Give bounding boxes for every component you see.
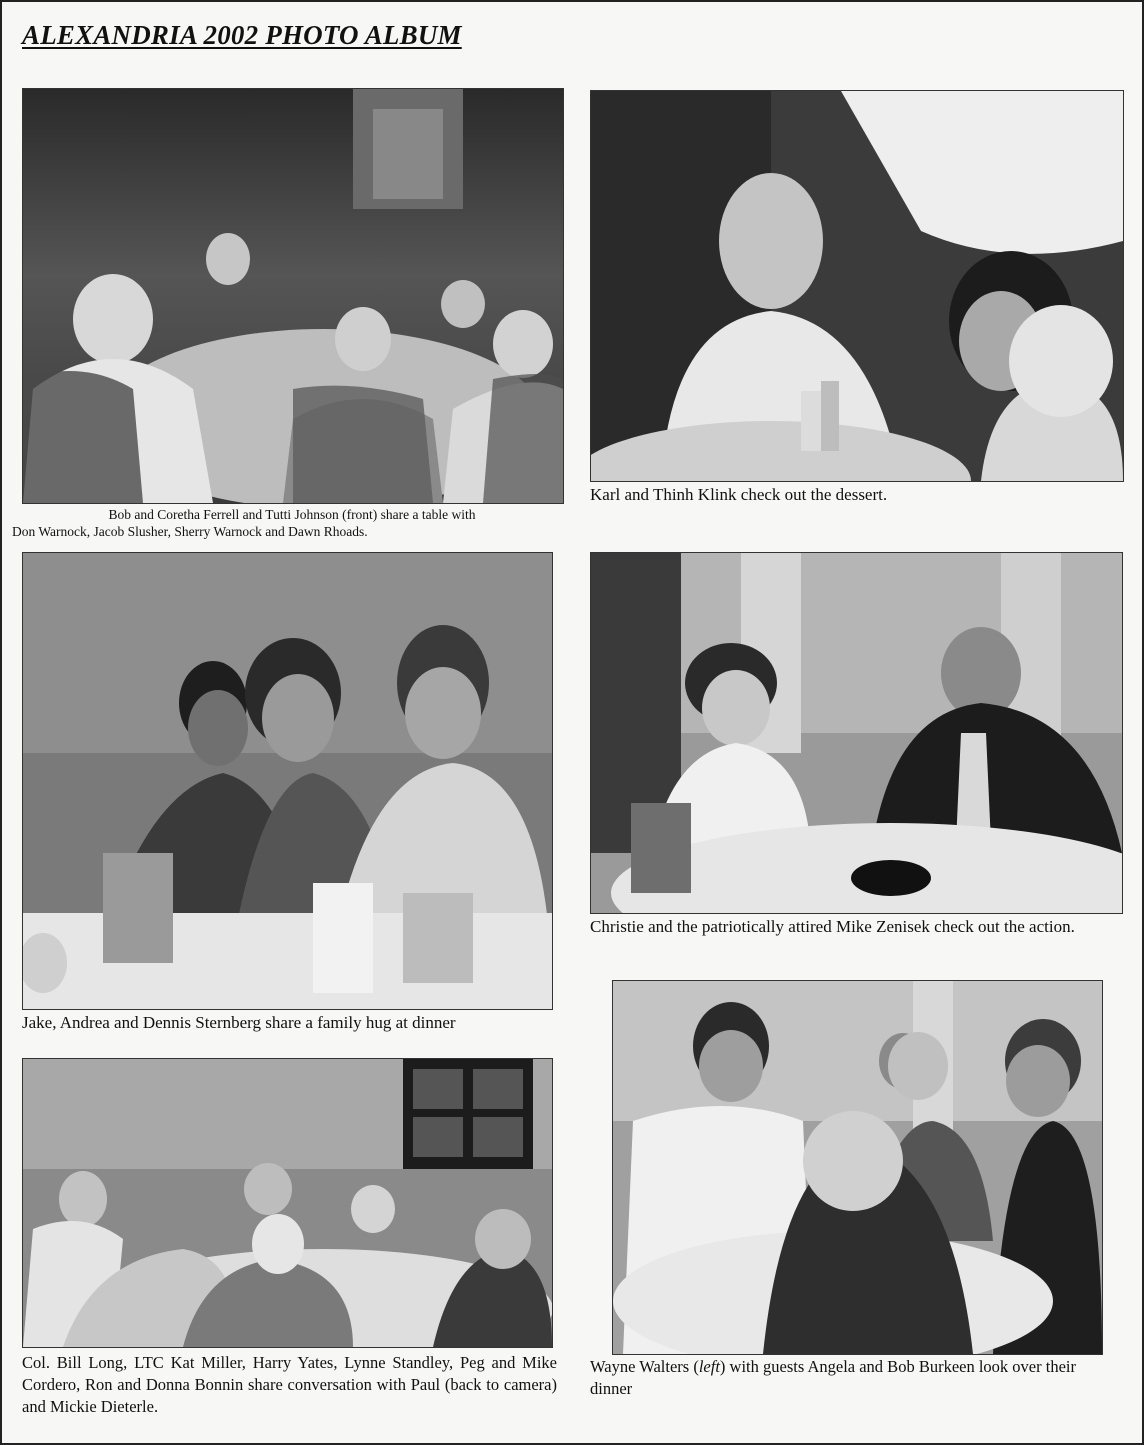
photo-5-image <box>23 1059 552 1347</box>
photo-6-image <box>613 981 1102 1354</box>
photo-sternberg-family-hug <box>22 552 553 1010</box>
caption-photo-1 <box>12 506 572 540</box>
photo-3-image <box>23 553 552 1009</box>
caption-photo-2: Karl and Thinh Klink check out the dessert. <box>590 485 888 504</box>
caption-photo-3: Jake, Andrea and Dennis Sternberg share a family hug at dinner <box>22 1013 456 1032</box>
caption-photo-1-line-2: Don Warnock, Jacob Slusher, Sherry Warnock and Dawn Rhoads. <box>12 524 368 539</box>
photo-long-miller-group <box>22 1058 553 1348</box>
page-title: ALEXANDRIA 2002 PHOTO ALBUM <box>22 20 462 50</box>
caption-photo-6-after: ) with guests Angela and Bob Burkeen look over their dinner <box>590 1357 1076 1398</box>
caption-photo-6-before: Wayne Walters ( <box>590 1357 699 1376</box>
caption-photo-6 <box>590 1356 1110 1400</box>
caption-photo-6-emphasis: left <box>698 1357 720 1376</box>
caption-photo-1-line-1: Bob and Coretha Ferrell and Tutti Johnson (front) share a table with <box>108 507 476 522</box>
photo-klink-dessert <box>590 90 1124 482</box>
photo-christie-zenisek <box>590 552 1123 914</box>
photo-1-image <box>23 89 563 503</box>
caption-photo-4: Christie and the patriotically attired Mike Zenisek check out the action. <box>590 917 1075 936</box>
photo-2-image <box>591 91 1123 481</box>
photo-walters-burkeen <box>612 980 1103 1355</box>
photo-banquet-table-ferrell <box>22 88 564 504</box>
photo-4-image <box>591 553 1122 913</box>
caption-photo-5: Col. Bill Long, LTC Kat Miller, Harry Yates, Lynne Standley, Peg and Mike Cordero, Ron and Donna Bonnin share conversation with Paul (back to camera) and Mickie Dieterle. <box>22 1353 557 1416</box>
